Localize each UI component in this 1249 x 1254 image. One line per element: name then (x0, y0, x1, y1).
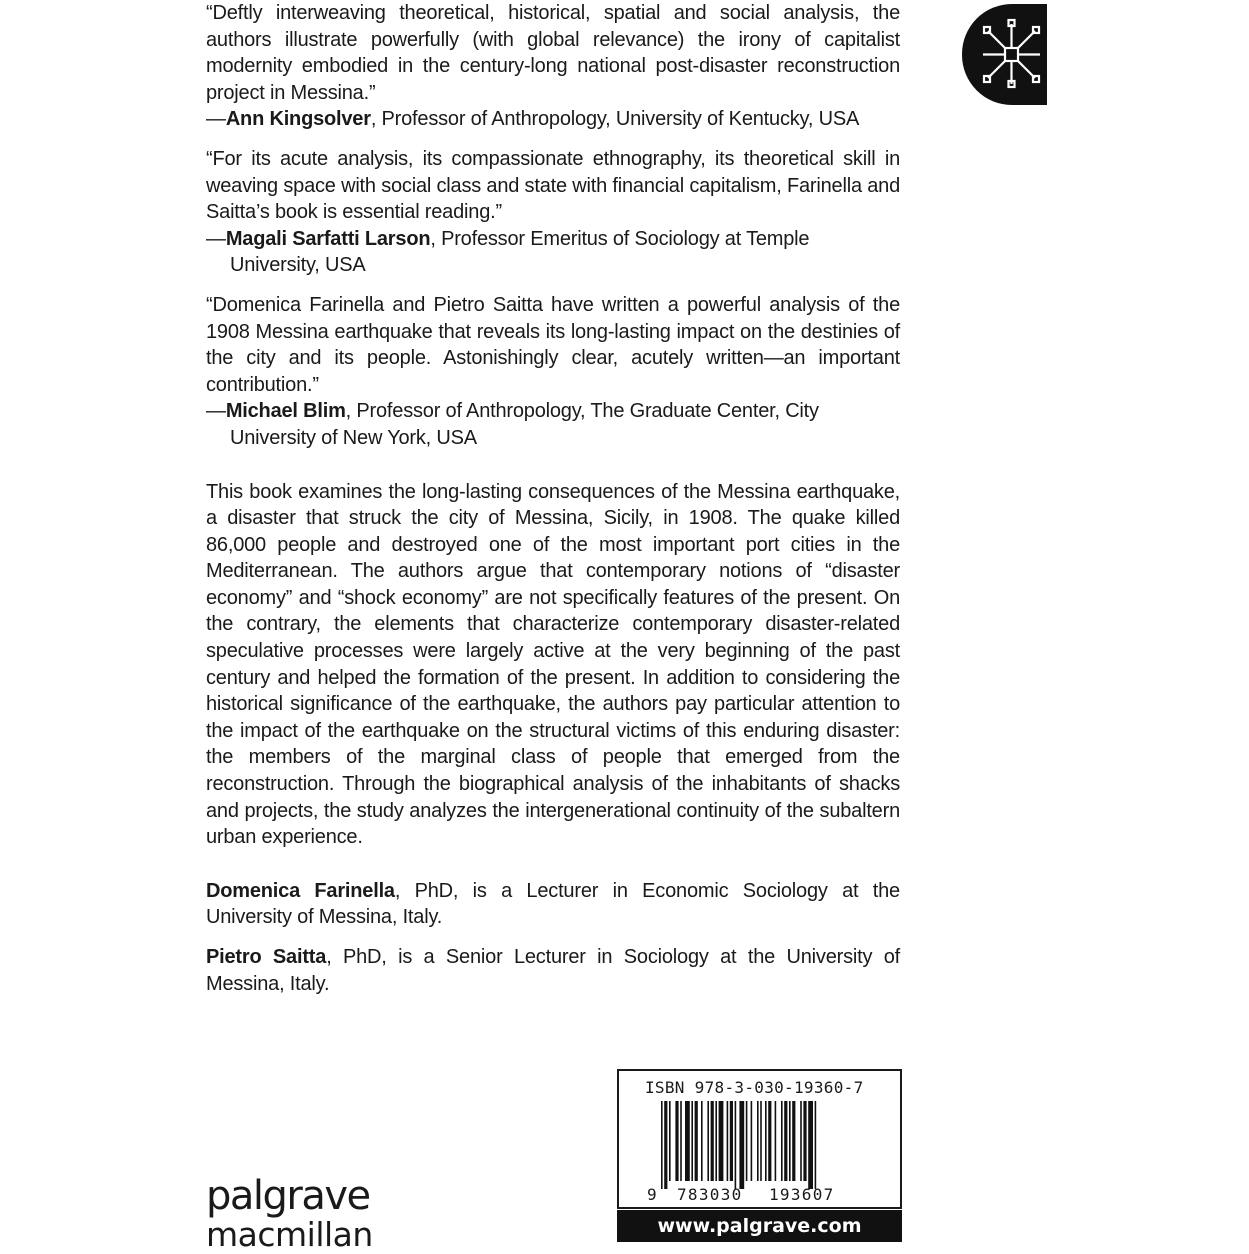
attribution-name: Magali Sarfatti Larson (225, 227, 431, 250)
blurb-attribution-1 (206, 106, 900, 133)
author-name: Domenica Farinella (206, 879, 395, 902)
attribution-dash: — (206, 108, 226, 131)
book-description: This book examines the long-lasting consequences of the Messina earthquake, a disaster that struck the city of Messina, Sicily, in 1908. The quake killed 86,000 people and destroyed one of the most important port cities in the Mediterranean. The authors argue that contemporary notions of “disaster economy” and “shock economy” are not specifically features of the present. On the contrary, the elements that characterize contemporary disaster-related speculative processes were largely active at the very beginning of the past century and helped the formation of the present. In addition to considering the historical significance of the earthquake, the authors pay particular attention to the impact of the earthquake on the structural victims of this enduring disaster: the members of the marginal class of people that emerged from the reconstruction. Through the biographical analysis of the inhabitants of shacks and projects, the study analyzes the intergenerational continuity of the subaltern urban experience. (206, 480, 900, 849)
barcode-digit-group-2: 193607 (769, 1185, 835, 1204)
attribution-dash: — (206, 227, 226, 250)
attribution-affiliation: , Professor Emeritus of Sociology at Temple University, USA (230, 227, 810, 277)
blurb-attribution-3 (206, 398, 900, 451)
author-bio-2 (206, 944, 900, 997)
series-logo (962, 4, 1047, 105)
author-name: Pietro Saitta (206, 946, 327, 968)
publisher-name-line1: palgrave (206, 1173, 370, 1219)
blurb-quote-3: “Domenica Farinella and Pietro Saitta have written a powerful analysis of the 1908 Messina earthquake that reveals its long-lasting impact on the destinies of the city and its people. Astonishingly clear, acutely written—an important contribution.” (206, 293, 900, 396)
publisher-url: www.palgrave.com (617, 1210, 902, 1242)
author-bio-text: , PhD, is a Senior Lecturer in Sociology at the University of Messina, Italy. (206, 946, 900, 995)
barcode-digit-lead: 9 (647, 1185, 657, 1204)
attribution-affiliation: , Professor of Anthropology, The Graduate Center, City University of New York, USA (230, 400, 819, 449)
attribution-name: Michael Blim (225, 400, 346, 423)
publisher-logo (206, 1173, 373, 1254)
isbn-barcode (617, 1069, 902, 1209)
author-bio-1 (206, 878, 900, 931)
barcode-bars (619, 1071, 900, 1207)
isbn-label: ISBN 978-3-030-19360-7 (645, 1078, 864, 1097)
attribution-affiliation: , Professor of Anthropology, University of Kentucky, USA (370, 108, 860, 131)
attribution-name: Ann Kingsolver (225, 108, 371, 131)
publisher-name-line2: macmillan (206, 1215, 373, 1254)
blurb-quote-1: “Deftly interweaving theoretical, historical, spatial and social analysis, the authors illustrate powerfully (with global relevance) the irony of capitalist modernity embodied in the century-long national post-disaster reconstruction project in Messina.” (206, 2, 900, 104)
blurb-attribution-2 (206, 226, 900, 279)
back-cover-text (206, 0, 900, 997)
author-bio-text: , PhD, is a Lecturer in Economic Sociology at the University of Messina, Italy. (206, 879, 900, 929)
attribution-dash: — (206, 400, 226, 423)
barcode-digit-group-1: 783030 (677, 1185, 743, 1204)
blurb-quote-2: “For its acute analysis, its compassionate ethnography, its theoretical skill in weaving space with social class and state with financial capitalism, Farinella and Saitta’s book is essential reading.” (206, 147, 900, 224)
network-node-icon (980, 18, 1042, 90)
